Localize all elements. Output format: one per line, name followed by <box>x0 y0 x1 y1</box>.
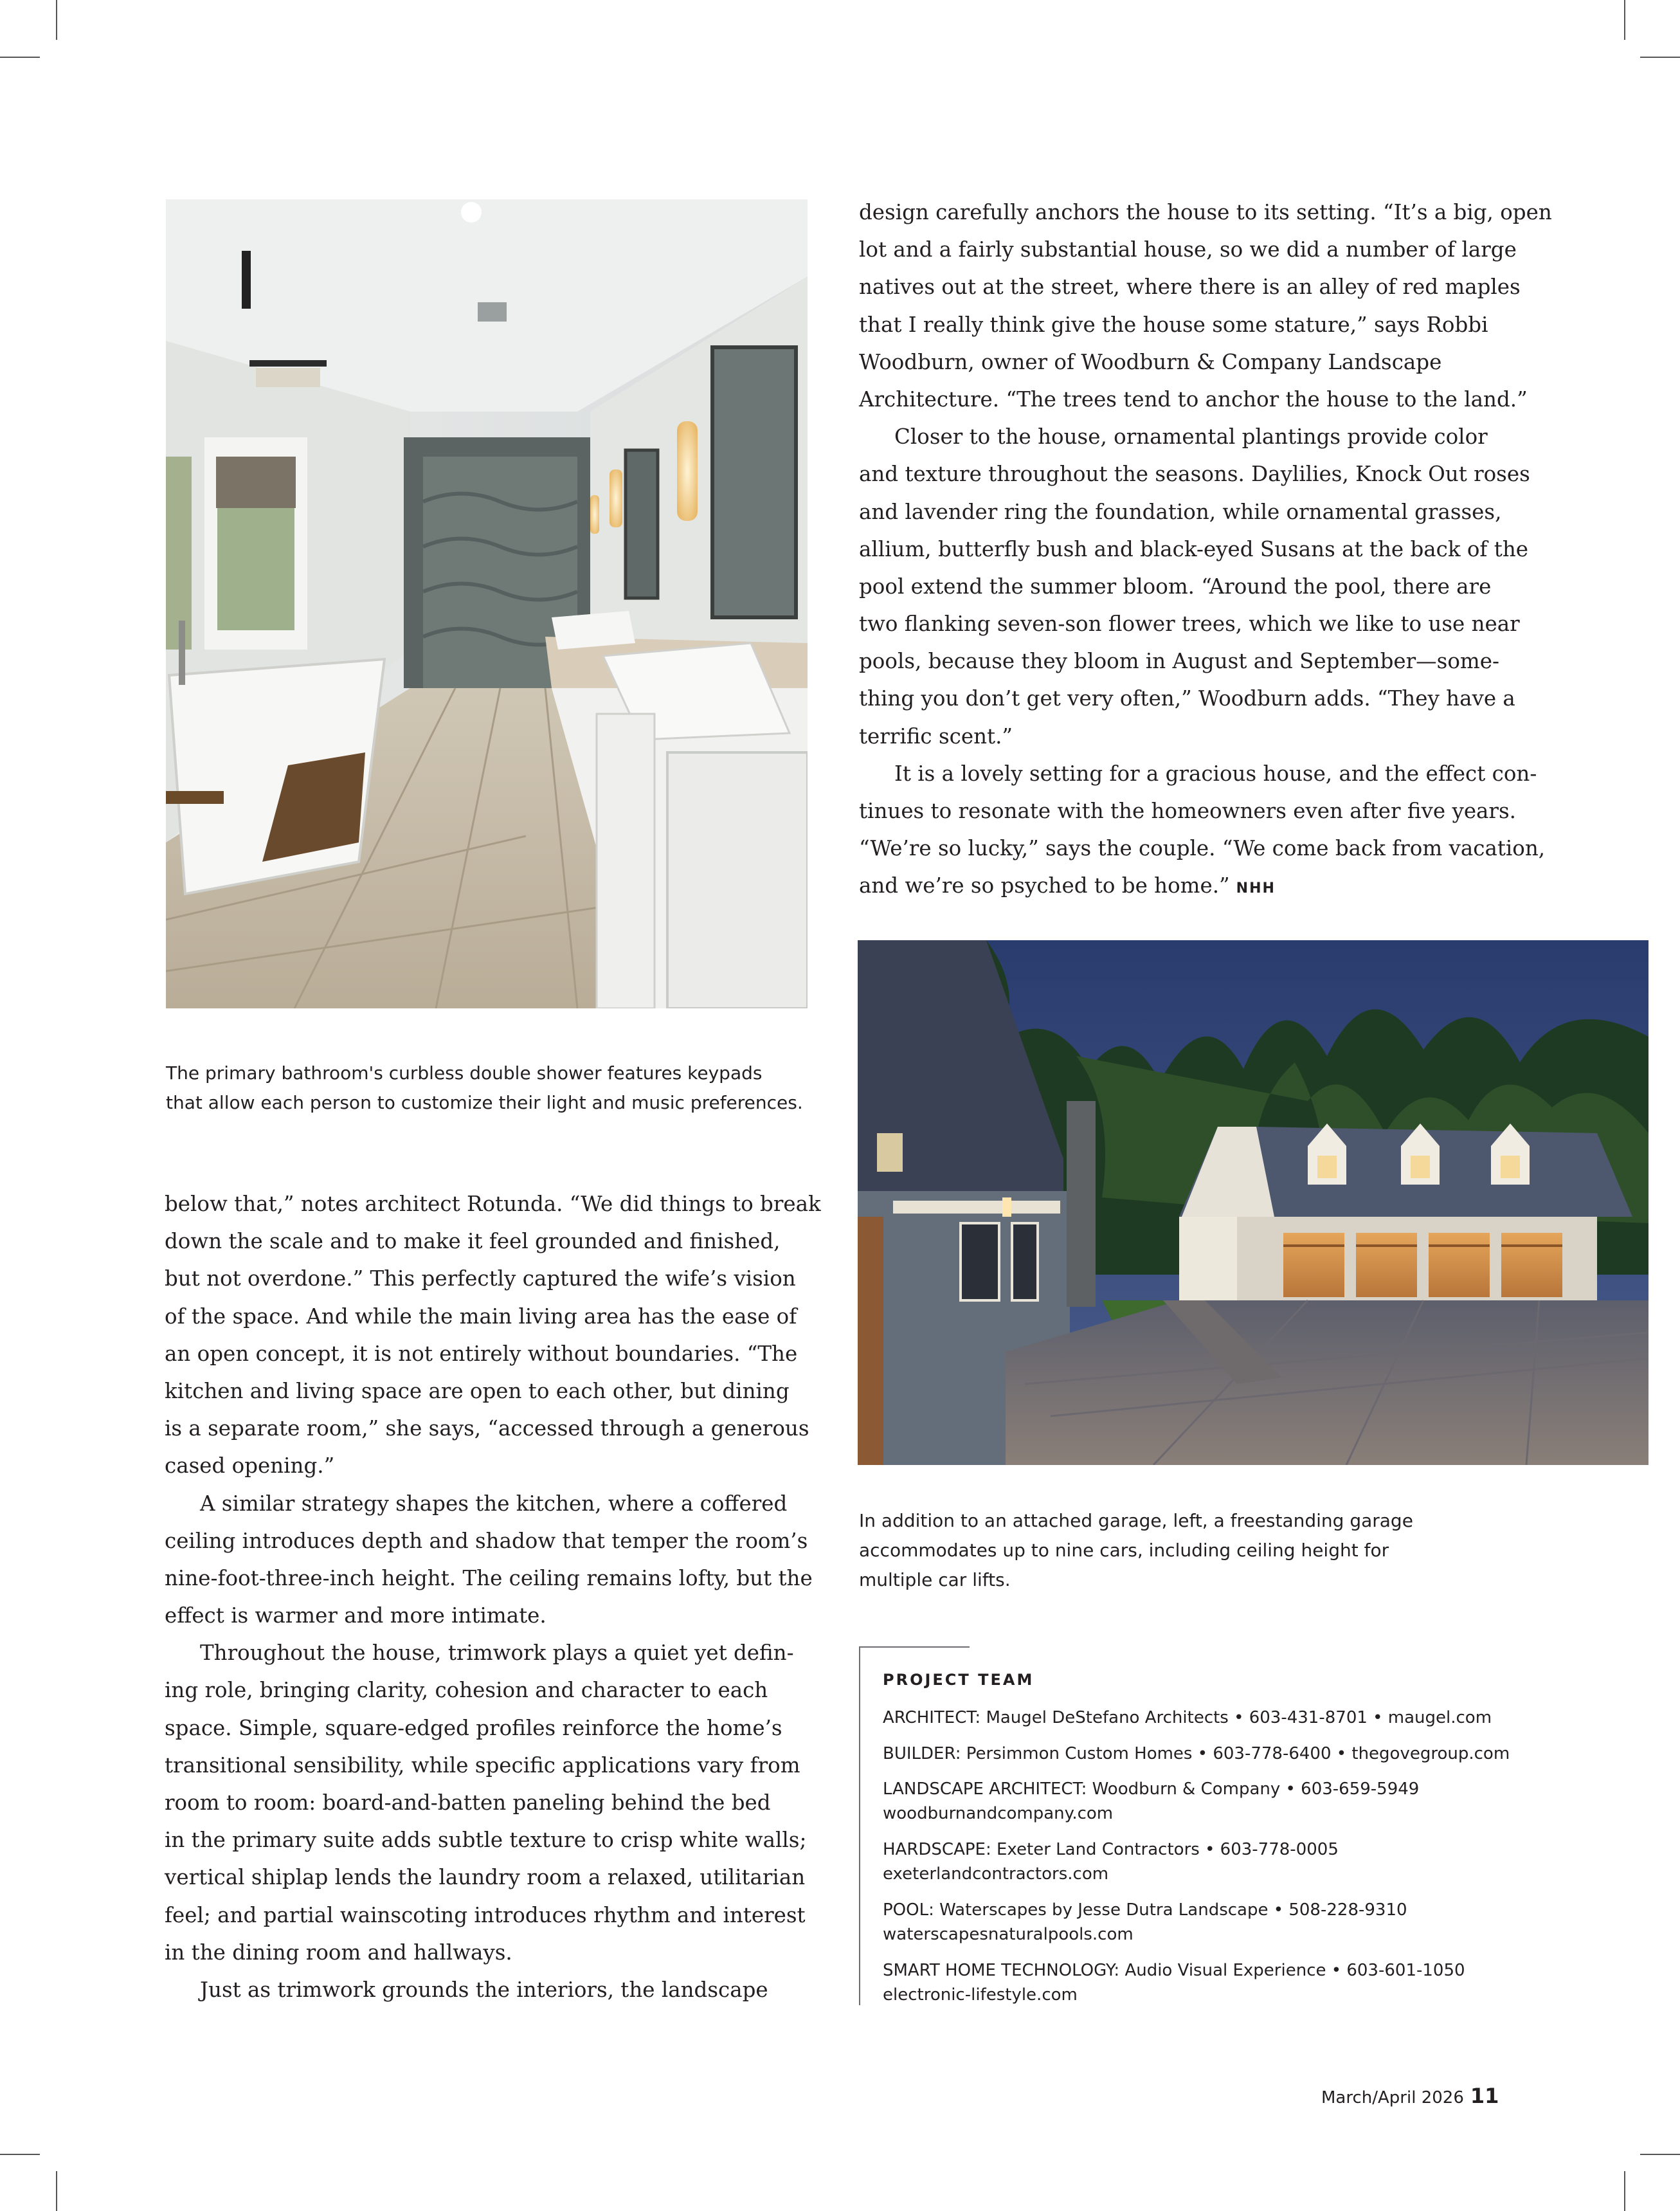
body-line: Closer to the house, ornamental plantings provide color <box>894 424 1488 450</box>
body-line: feel; and partial wainscoting introduces rhythm and interest <box>165 1902 806 1927</box>
caption-line: In addition to an attached garage, left, a freestanding garage <box>859 1510 1413 1531</box>
body-line: Architecture. “The trees tend to anchor the house to the land.” <box>859 387 1528 412</box>
body-line: an open concept, it is not entirely without boundaries. “The <box>165 1341 798 1366</box>
crop-mark <box>56 0 57 40</box>
body-line: tinues to resonate with the homeowners even after five years. <box>859 799 1516 823</box>
body-line: lot and a fairly substantial house, so we did a number of large <box>859 237 1517 262</box>
project-team-box <box>859 1646 1579 2006</box>
team-entry-line: waterscapesnaturalpools.com <box>883 1925 1134 1944</box>
body-line: cased opening.” <box>165 1453 335 1479</box>
crop-mark <box>0 2154 40 2155</box>
body-line: effect is warmer and more intimate. <box>165 1603 546 1628</box>
body-line: It is a lovely setting for a gracious house, and the effect con- <box>894 761 1537 786</box>
page-folio <box>1321 2084 1499 2108</box>
body-line: down the scale and to make it feel grounded and finished, <box>165 1229 781 1254</box>
team-entry-hardscape <box>883 1837 1339 1886</box>
body-line: Just as trimwork grounds the interiors, the landscape <box>200 1977 768 2002</box>
body-line: below that,” notes architect Rotunda. “We did things to break <box>165 1192 821 1216</box>
team-entry-line: ARCHITECT: Maugel DeStefano Architects • 603-431-8701 • maugel.com <box>883 1708 1492 1727</box>
team-entry-line: SMART HOME TECHNOLOGY: Audio Visual Experience • 603-601-1050 <box>883 1961 1465 1980</box>
team-entry-pool <box>883 1898 1407 1947</box>
team-entry-architect <box>883 1706 1492 1730</box>
body-line: A similar strategy shapes the kitchen, where a coffered <box>200 1491 788 1516</box>
body-line: vertical shiplap lends the laundry room a relaxed, utilitarian <box>165 1865 806 1890</box>
body-line: and texture throughout the seasons. Daylilies, Knock Out roses <box>859 462 1530 487</box>
garage-photo <box>858 940 1648 1465</box>
body-line: Throughout the house, trimwork plays a quiet yet defin- <box>200 1641 794 1666</box>
body-line: pool extend the summer bloom. “Around the pool, there are <box>859 574 1492 599</box>
end-mark: NHH <box>1236 880 1276 897</box>
body-line: “We’re so lucky,” says the couple. “We come back from vacation, <box>859 836 1546 861</box>
crop-mark <box>56 2171 57 2211</box>
body-line: design carefully anchors the house to its setting. “It’s a big, open <box>859 200 1552 224</box>
left-text-column <box>165 1185 821 2008</box>
crop-mark <box>1640 57 1680 58</box>
team-entry-line: POOL: Waterscapes by Jesse Dutra Landscape • 508-228-9310 <box>883 1900 1407 1920</box>
body-line: is a separate room,” she says, “accessed through a generous <box>165 1416 809 1441</box>
bathroom-caption <box>166 1059 803 1118</box>
body-line: pools, because they bloom in August and September—some- <box>859 649 1499 674</box>
sidebar-rule <box>859 1646 860 2005</box>
caption-line: multiple car lifts. <box>859 1569 1011 1590</box>
body-line: nine-foot-three-inch height. The ceiling remains lofty, but the <box>165 1565 813 1590</box>
body-line: ceiling introduces depth and shadow that temper the room’s <box>165 1528 808 1553</box>
bathroom-photo <box>166 199 808 1008</box>
body-line: that I really think give the house some stature,” says Robbi <box>859 312 1488 337</box>
garage-caption <box>859 1506 1413 1595</box>
team-entry-line: woodburnandcompany.com <box>883 1804 1114 1823</box>
body-line: and lavender ring the foundation, while ornamental grasses, <box>859 499 1502 524</box>
caption-line: accommodates up to nine cars, including ceiling height for <box>859 1540 1389 1561</box>
team-entry-builder <box>883 1742 1510 1766</box>
body-line: two flanking seven-son flower trees, which we like to use near <box>859 612 1520 637</box>
crop-mark <box>1640 2154 1680 2155</box>
body-line: ing role, bringing clarity, cohesion and character to each <box>165 1678 768 1703</box>
team-entry-line: exeterlandcontractors.com <box>883 1864 1109 1884</box>
body-line: natives out at the street, where there is an alley of red maples <box>859 275 1521 300</box>
team-entry-line: HARDSCAPE: Exeter Land Contractors • 603-778-0005 <box>883 1840 1339 1859</box>
right-text-column <box>859 194 1552 905</box>
page-number: 11 <box>1470 2084 1499 2108</box>
crop-mark <box>1624 2171 1625 2211</box>
body-line: thing you don’t get very often,” Woodburn adds. “They have a <box>859 686 1515 711</box>
issue-date: March/April 2026 <box>1321 2088 1464 2107</box>
body-line: terrific scent.” <box>859 723 1013 749</box>
body-line: and we’re so psyched to be home.” <box>859 873 1230 898</box>
crop-mark <box>0 57 40 58</box>
team-entry-landscape-architect <box>883 1777 1419 1826</box>
body-line: Woodburn, owner of Woodburn & Company Landscape <box>859 349 1442 374</box>
team-entry-line: LANDSCAPE ARCHITECT: Woodburn & Company • 603-659-5949 <box>883 1779 1420 1799</box>
team-entry-smart-home <box>883 1958 1465 2007</box>
project-team-heading: PROJECT TEAM <box>883 1671 1034 1689</box>
body-line: in the dining room and hallways. <box>165 1940 512 1965</box>
body-line: space. Simple, square-edged profiles reinforce the home’s <box>165 1715 782 1740</box>
body-line: allium, butterfly bush and black-eyed Susans at the back of the <box>859 536 1528 561</box>
caption-line: that allow each person to customize their light and music preferences. <box>166 1092 803 1113</box>
body-line: in the primary suite adds subtle texture to crisp white walls; <box>165 1828 807 1853</box>
body-line-final <box>859 867 1552 904</box>
team-entry-line: electronic-lifestyle.com <box>883 1985 1078 2005</box>
caption-line: The primary bathroom's curbless double shower features keypads <box>166 1062 763 1084</box>
body-line: of the space. And while the main living area has the ease of <box>165 1304 797 1329</box>
sidebar-rule <box>859 1646 970 1648</box>
body-line: but not overdone.” This perfectly captured the wife’s vision <box>165 1266 796 1291</box>
body-line: room to room: board-and-batten paneling behind the bed <box>165 1790 771 1815</box>
body-line: kitchen and living space are open to each other, but dining <box>165 1378 790 1403</box>
crop-mark <box>1624 0 1625 40</box>
body-line: transitional sensibility, while specific applications vary from <box>165 1752 800 1778</box>
team-entry-line: BUILDER: Persimmon Custom Homes • 603-778-6400 • thegovegroup.com <box>883 1744 1510 1763</box>
